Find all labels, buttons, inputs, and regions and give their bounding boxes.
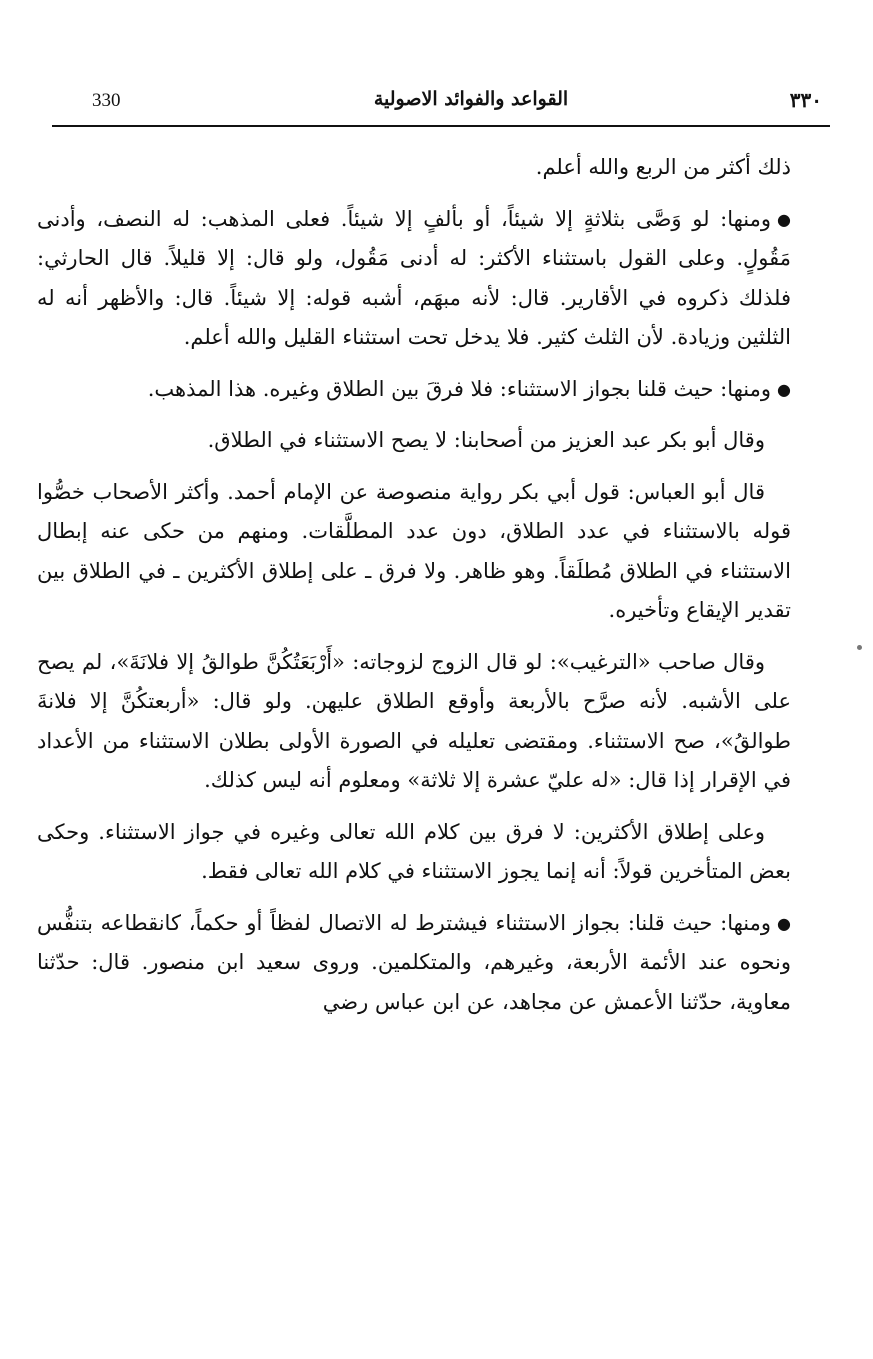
paragraph <box>37 370 791 410</box>
paragraph <box>37 643 791 801</box>
paragraph-text: ومنها: لو وَصَّى بثلاثةٍ إلا شيئاً، أو بألفٍ إلا شيئاً. فعلى المذهب: له النصف، وأدنى مَقُولٍ. وعلى القول باستثناء الأكثر: له أدنى مَقُول، ولو قال: إلا قليلاً. قال الحارثي: فلذلك ذكروه في الأقارير. قال: لأنه مبهَم، أشبه قوله: إلا شيئاً. قال: والأظهر أنه له الثلثين وزيادة. لأن الثلث كثير. فلا يدخل تحت استثناء القليل والله أعلم. <box>37 206 791 349</box>
paragraph-text: ومنها: حيث قلنا: بجواز الاستثناء فيشترط له الاتصال لفظاً أو حكماً، كانقطاعه بتنفُّس ونحوه عند الأئمة الأربعة، وغيرهم، والمتكلمين. وروى سعيد ابن منصور. قال: حدّثنا معاوية، حدّثنا الأعمش عن مجاهد، عن ابن عباس رضي <box>37 910 791 1014</box>
page-number-arabic: ٣٣٠ <box>789 88 822 112</box>
running-title: القواعد والفوائد الاصولية <box>373 88 569 110</box>
paragraph-text: وقال أبو بكر عبد العزيز من أصحابنا: لا يصح الاستثناء في الطلاق. <box>207 428 765 452</box>
paragraph-text: وقال صاحب «الترغيب»: لو قال الزوج لزوجاته: «أَرْبَعَتُكُنَّ طوالقُ إلا فلانَةَ»، لم يصح على الأشبه. لأنه صرَّح بالأربعة وأوقع الطلاق عليهن. ولو قال: «أربعتكُنَّ إلا فلانةَ طوالقُ»، صح الاستثناء. ومقتضى تعليله في الصورة الأولى بطلان الاستثناء من الأعداد في الإقرار إذا قال: «له عليّ عشرة إلا ثلاثة» ومعلوم أنه ليس كذلك. <box>37 649 791 792</box>
paragraph-text: ذلك أكثر من الربع والله أعلم. <box>535 155 791 179</box>
bullet-icon: ● <box>777 913 791 933</box>
paragraph-text: وعلى إطلاق الأكثرين: لا فرق بين كلام الله تعالى وغيره في جواز الاستثناء. وحكى بعض المتأخرين قولاً: أنه إنما يجوز الاستثناء في كلام الله تعالى فقط. <box>37 819 791 883</box>
paragraph <box>37 200 791 358</box>
paragraph <box>37 904 791 1023</box>
paragraph <box>37 421 791 461</box>
page-header <box>52 88 830 118</box>
paragraph-text: قال أبو العباس: قول أبي بكر رواية منصوصة عن الإمام أحمد. وأكثر الأصحاب خصُّوا قوله بالاستثناء في عدد الطلاق، دون عدد المطلَّقات. ومنهم من حكى عنه إبطال الاستثناء في الطلاق مُطلَقاً. وهو ظاهر. ولا فرق ـ على إطلاق الأكثرين ـ في الطلاق بين تقدير الإيقاع وتأخيره. <box>37 479 791 622</box>
header-rule <box>52 125 830 127</box>
body-text <box>37 148 791 1034</box>
paragraph <box>37 148 791 188</box>
paragraph-text: ومنها: حيث قلنا بجواز الاستثناء: فلا فرقَ بين الطلاق وغيره. هذا المذهب. <box>147 376 772 401</box>
paragraph <box>37 813 791 892</box>
paragraph <box>37 473 791 631</box>
margin-dot <box>857 645 862 650</box>
page-number-latin: 330 <box>92 90 121 111</box>
bullet-icon: ● <box>777 379 791 399</box>
bullet-icon: ● <box>777 209 791 229</box>
